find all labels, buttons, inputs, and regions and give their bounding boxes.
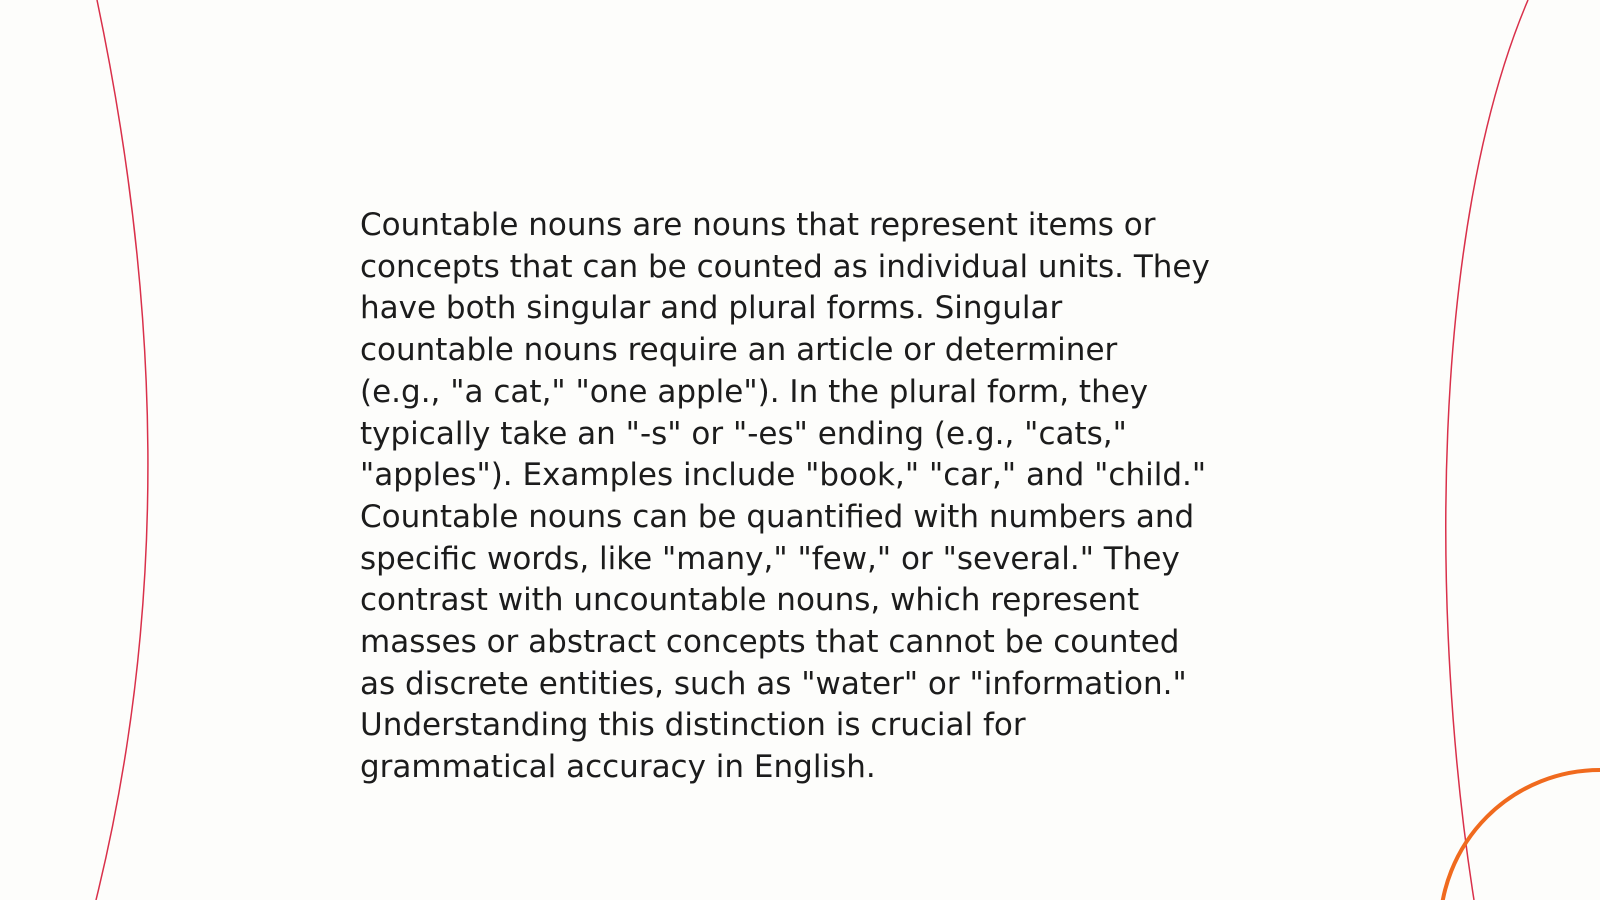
left-curve (96, 0, 148, 900)
right-curve (1446, 0, 1528, 900)
body-paragraph: Countable nouns are nouns that represent items or concepts that can be counted as individual units. They have both singular and plural forms. Singular countable nouns require an article or determiner (e.g., "a cat," "one apple"). In the plural form, they typically take an "-s" or "-es" ending (e.g., "cats," "apples"). Examples include "book," "car," and "child." Countable nouns can be quantified with numbers and specific words, like "many," "few," or "several." They contrast with uncountable nouns, which represent masses or abstract concepts that cannot be counted as discrete entities, such as "water" or "information." Understanding this distinction is crucial for grammatical accuracy in English. (360, 207, 1210, 786)
orange-circle (1440, 770, 1600, 900)
